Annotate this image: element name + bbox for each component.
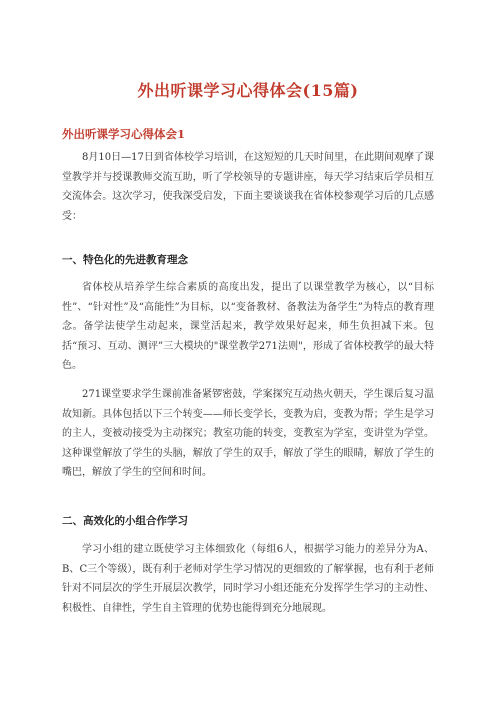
section-title: 外出听课学习心得体会1 (62, 127, 186, 141)
heading-education-concept: 一、特色化的先进教育理念 (62, 254, 188, 266)
heading-group-learning: 二、高效化的小组合作学习 (62, 515, 188, 527)
page-title: 外出听课学习心得体会(15篇) (137, 81, 359, 100)
paragraph-education-concept: 省体校从培养学生综合素质的高度出发，提出了以课堂教学为核心，以“目标性”、“针对性”及“高能性”为目标，以“变备教材、备教法为备学生”为特点的教育理念。备学法使学生动起来，课堂活起来，教学效果好起来，师生负担减下来。包括“预习、互动、测评”三大模块的"课堂教学271法则"，形成了省体校教学的最大特色。 (62, 282, 434, 371)
paragraph-intro: 8月10日—17日到省体校学习培训，在这短短的几天时间里，在此期间观摩了课堂教学并与授课教师交流互助，听了学校领导的专题讲座，每天学习结束后学员相互交流体会。这次学习，使我深受启发，下面主要谈谈我在省体校参观学习后的几点感受： (62, 152, 434, 222)
paragraph-271-classroom: 271课堂要求学生课前准备紧锣密鼓，学案探究互动热火朝天，学生课后复习温故知新。具体包括以下三个转变——师长变学长，变教为启，变教为帮；学生是学习的主人，变被动接受为主动探究；教室功能的转变，变教室为学室，变讲堂为学堂。这种课堂解放了学生的头脑，解放了学生的双手，解放了学生的眼睛，解放了学生的嘴巴，解放了学生的空间和时间。 (62, 389, 434, 478)
paragraph-group-learning: 学习小组的建立既使学习主体细致化（每组6人，根据学习能力的差异分为A、B、C三个等级），既有利于老师对学生学习情况的更细致的了解掌握，也有利于老师针对不同层次的学生开展层次教学，同时学习小组还能充分发挥学生学习的主动性、积极性、自律性，学生自主管理的优势也能得到充分地展现。 (62, 544, 434, 614)
